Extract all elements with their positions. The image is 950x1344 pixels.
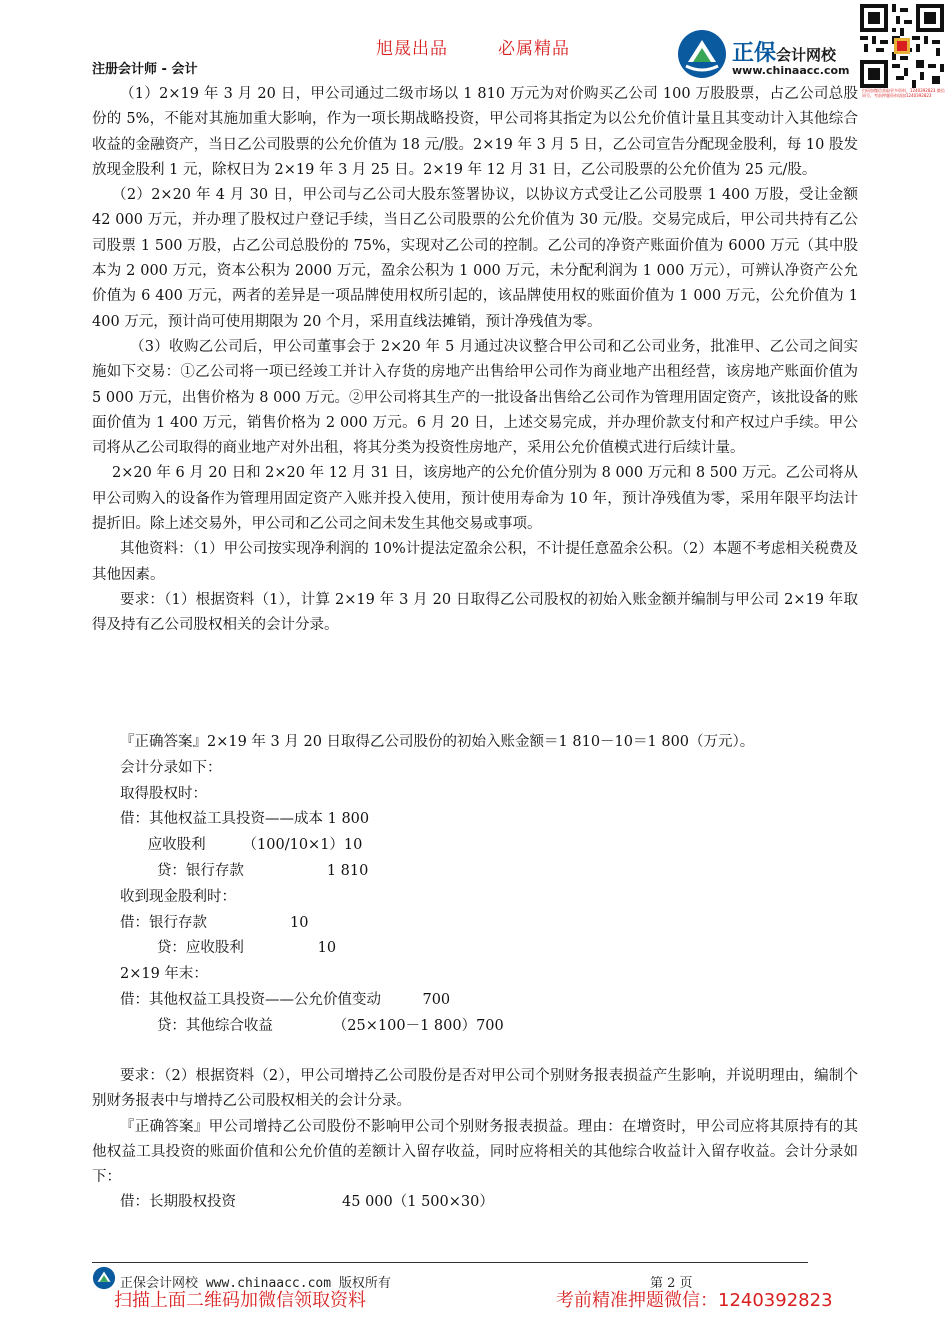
- logo-emblem-icon: [676, 28, 728, 80]
- paragraph-answer-2: 『正确答案』甲公司增持乙公司股份不影响甲公司个别财务报表损益。理由：在增资时，甲公司应将其原持有的其他权益工具投资的账面价值和公允价值的差额计入留存收益，同时应将相关的其他综合收益计入留存收益。会计分录如下：: [92, 1118, 858, 1186]
- paragraph-material-2: （2）2×20 年 4 月 30 日，甲公司与乙公司大股东签署协议，以协议方式受让乙公司股票 1 400 万股，受让金额 42 000 万元，并办理了股权过户登记手续，当日乙公司股票的公允价值为 30 元/股。交易完成后，甲公司共持有乙公司股票 1 500 万股，占乙公司总股份的 75%，实现对乙公司的控制。乙公司的净资产账面价值为 6000 万元（其中股本为 2 000 万元，资本公积为 2000 万元，盈余公积为 1 000 万元，未分配利润为 1 000 万元），可辨认净资产公允价值为 6 400 万元，两者的差异是一项品牌使用权所引起的，该品牌使用权的账面价值为 1 000 万元，公允价值为 1 400 万元，预计尚可使用期限为 20 个月，采用直线法摊销，预计净残值为零。: [92, 187, 858, 330]
- journal-entry-line: 贷：其他综合收益 （25×100－1 800）700: [120, 1017, 504, 1034]
- paragraph-material-3-cont: 2×20 年 6 月 20 日和 2×20 年 12 月 31 日，该房地产的公允价值分别为 8 000 万元和 8 500 万元。乙公司将从甲公司购入的设备作为管理用固定资产入账并投入使用，预计使用寿命为 10 年，预计净残值为零，采用年限平均法计提折旧。除上述交易外，甲公司和乙公司之间未发生其他交易或事项。: [92, 465, 858, 533]
- slogan-right: 必属精品: [498, 39, 570, 59]
- chinaacc-logo: [676, 28, 856, 84]
- answer-line: 2×19 年末：: [120, 966, 208, 983]
- logo-name-text: 正保: [732, 41, 777, 66]
- journal-entry-line: 借：长期股权投资 45 000（1 500×30）: [120, 1194, 494, 1211]
- answer-block-2: [92, 1064, 858, 1216]
- slogan-left: 旭晟出品: [376, 39, 448, 59]
- answer-line: 『正确答案』2×19 年 3 月 20 日取得乙公司股份的初始入账金额＝1 810－10＝1 800（万元）。: [120, 734, 755, 750]
- journal-entry-line: 贷：银行存款 1 810: [120, 862, 369, 879]
- question-body: [92, 82, 858, 639]
- answer-line: 收到现金股利时：: [120, 888, 236, 905]
- journal-entry-line: 借：其他权益工具投资——成本 1 800: [120, 811, 370, 828]
- page-number: 第 2 页: [650, 1276, 693, 1291]
- promo-wechat: 考前精准押题微信：1240392823: [556, 1290, 833, 1311]
- answer-block-1: [120, 730, 840, 1040]
- footer-copyright: 正保会计网校 www.chinaacc.com 版权所有: [120, 1276, 391, 1291]
- paragraph-material-3: （3）收购乙公司后，甲公司董事会于 2×20 年 5 月通过决议整合甲公司和乙公司业务，批准甲、乙公司之间实施如下交易：①乙公司将一项已经竣工并计入存货的房地产出售给甲公司作为商业地产出租经营，该房地产账面价值为 5 000 万元，出售价格为 8 000 万元。②甲公司将其生产的一批设备出售给乙公司作为管理用固定资产，该批设备的账面价值为 1 400 万元，销售价格为 2 000 万元。6 月 20 日，上述交易完成，并办理价款支付和产权过户手续。甲公司将从乙公司取得的商业地产对外出租，将其分类为投资性房地产，采用公允价值模式进行后续计量。: [92, 338, 858, 457]
- journal-entry-line: 借：银行存款 10: [120, 914, 309, 931]
- qr-caption: 扫码加微信获取更多资料，1240392823 微信同号，考前押题资料请加1240392823: [862, 88, 945, 98]
- paragraph-requirement-1: 要求：（1）根据资料（1），计算 2×19 年 3 月 20 日取得乙公司股权的初始入账金额并编制与甲公司 2×19 年取得及持有乙公司股权相关的会计分录。: [92, 591, 858, 634]
- paragraph-requirement-2: 要求：（2）根据资料（2），甲公司增持乙公司股份是否对甲公司个别财务报表损益产生影响，并说明理由，编制个别财务报表中与增持乙公司股权相关的会计分录。: [92, 1068, 858, 1110]
- answer-line: 取得股权时：: [120, 785, 207, 802]
- answer-line: 会计分录如下：: [120, 759, 222, 776]
- journal-entry-line: 应收股利 （100/10×1）10: [120, 837, 363, 854]
- promo-scan-qr: 扫描上面二维码加微信领取资料: [114, 1290, 366, 1311]
- journal-entry-line: 贷：应收股利 10: [120, 940, 337, 957]
- footer-divider: [92, 1262, 808, 1263]
- logo-url: www.chinaacc.com: [732, 64, 850, 77]
- paragraph-material-1: （1）2×19 年 3 月 20 日，甲公司通过二级市场以 1 810 万元为对价购买乙公司 100 万股股票，占乙公司总股份的 5%，不能对其施加重大影响，作为一项长期战略投资，甲公司将其指定为以公允价值计量且其变动计入其他综合收益的金融资产，当日乙公司股票的公允价值为 18 元/股。2×19 年 3 月 5 日，乙公司宣告分配现金股利，每 10 股发放现金股利 1 元，除权日为 2×19 年 3 月 25 日。2×19 年 12 月 31 日，乙公司股票的公允价值为 25 元/股。: [92, 86, 858, 178]
- paragraph-other-info: 其他资料：（1）甲公司按实现净利润的 10%计提法定盈余公积，不计提任意盈余公积。（2）本题不考虑相关税费及其他因素。: [92, 541, 858, 583]
- logo-name-small: 会计网校: [776, 46, 837, 64]
- footer-logo-icon: [92, 1266, 116, 1290]
- page-header-title: 注册会计师 - 会计: [92, 62, 198, 77]
- page-cut-mask: [92, 720, 858, 730]
- qr-code-icon: [860, 4, 944, 88]
- journal-entry-line: 借：其他权益工具投资——公允价值变动 700: [120, 991, 451, 1008]
